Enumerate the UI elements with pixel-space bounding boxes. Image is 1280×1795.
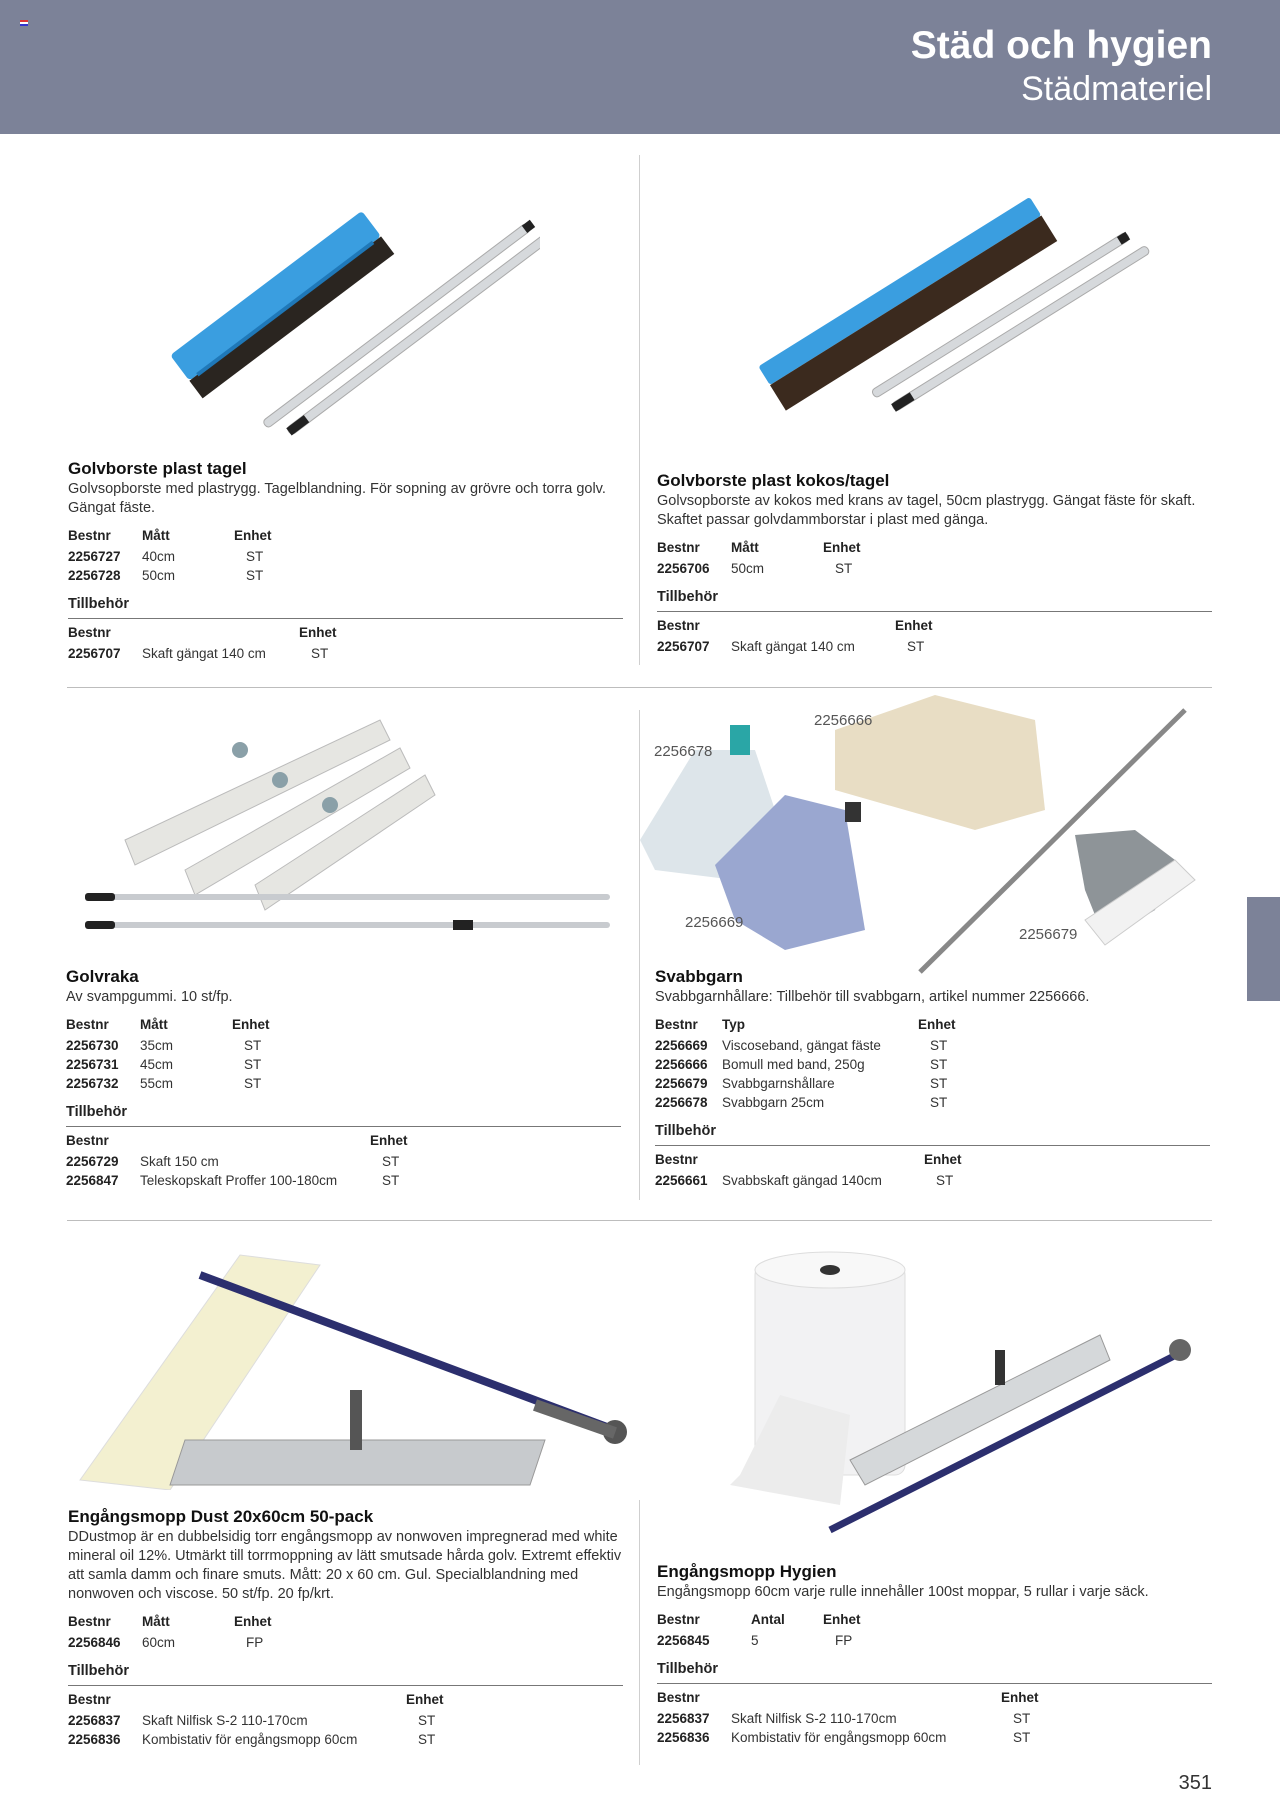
table-row: 2256730 35cm ST [66, 1037, 262, 1053]
table-row: 2256836 Kombistativ för engångsmopp 60cm ST [657, 1729, 1031, 1745]
page-header [0, 0, 1280, 134]
product-engangsmopp-hygien [657, 1562, 1212, 1748]
col-header: Mått [142, 528, 170, 543]
table-row: 2256669 Viscoseband, gängat fäste ST [655, 1037, 948, 1053]
squeegee-image [80, 700, 620, 940]
accessories-table [66, 1133, 408, 1191]
column-divider [639, 1500, 640, 1765]
table-row: 2256837 Skaft Nilfisk S-2 110-170cm ST [657, 1710, 1031, 1726]
product-title: Golvborste plast tagel [68, 459, 247, 478]
side-tab [1247, 897, 1280, 1001]
col-header: Bestnr [655, 1017, 698, 1032]
col-header: Bestnr [66, 1017, 109, 1032]
table-row: 2256661 Svabbskaft gängad 140cm ST [655, 1172, 954, 1188]
table-row: 2256707 Skaft gängat 140 cm ST [657, 638, 925, 654]
col-header: Bestnr [68, 528, 111, 543]
spec-table [657, 540, 861, 579]
broom-image [150, 165, 540, 450]
product-title: Golvborste plast kokos/tagel [657, 471, 890, 490]
accessories-title: Tillbehör [657, 1661, 1212, 1684]
product-title: Svabbgarn [655, 967, 743, 986]
dust-mop-image [70, 1245, 630, 1490]
spec-table [655, 1017, 956, 1113]
table-row: 2256678 Svabbgarn 25cm ST [655, 1094, 948, 1110]
table-row: 2256836 Kombistativ för engångsmopp 60cm ST [68, 1731, 436, 1747]
accessories-title: Tillbehör [655, 1123, 1210, 1146]
col-header: Enhet [299, 625, 337, 640]
product-description: DDustmop är en dubbelsidig torr engångsmopp av nonwoven impregnerad med white mineral oil 12%. Utmärkt till torrmoppning av lätt smutsade hårda golv. Extremt effektiv att samla damm och finare smuts. Mått: 20 x 60 cm. Gul. Specialblandning med nonwoven och viscose. 50 st/fp. 20 fp/krt. [68, 1529, 622, 1602]
mop-image [635, 690, 1215, 975]
col-header: Antal [751, 1612, 785, 1627]
product-description: Golvsopborste av kokos med krans av tagel, 50cm plastrygg. Gängat fäste för skaft. Skaftet passar golvdammborstar i plast med gänga. [657, 493, 1196, 528]
spec-table [68, 528, 272, 586]
table-row: 2256679 Svabbgarnshållare ST [655, 1075, 948, 1091]
table-row: 2256847 Teleskopskaft Proffer 100-180cm ST [66, 1172, 400, 1188]
accessories-table [68, 1692, 444, 1750]
col-header: Enhet [234, 528, 272, 543]
spec-table [68, 1614, 272, 1653]
flag-icon [20, 20, 28, 26]
column-divider [639, 155, 640, 665]
row-divider [67, 687, 1212, 688]
table-row: 2256729 Skaft 150 cm ST [66, 1153, 400, 1169]
col-header: Enhet [918, 1017, 956, 1032]
table-row: 2256731 45cm ST [66, 1056, 262, 1072]
image-label: 2256678 [654, 743, 713, 760]
product-golvborste-kokos [657, 471, 1212, 657]
accessories-table [655, 1152, 962, 1191]
mop-roll-image [700, 1245, 1210, 1545]
accessories-title: Tillbehör [68, 596, 623, 619]
table-row: 2256707 Skaft gängat 140 cm ST [68, 645, 329, 661]
product-title: Golvraka [66, 967, 139, 986]
table-row: 2256728 50cm ST [68, 567, 264, 583]
col-header: Bestnr [657, 1612, 700, 1627]
image-label: 2256669 [685, 914, 744, 931]
col-header: Bestnr [657, 540, 700, 555]
col-header: Enhet [370, 1133, 408, 1148]
col-header: Bestnr [66, 1133, 109, 1148]
spec-table [66, 1017, 270, 1094]
broom-image [735, 165, 1155, 450]
table-row: 2256732 55cm ST [66, 1075, 262, 1091]
col-header: Mått [142, 1614, 170, 1629]
accessories-table [68, 625, 337, 664]
accessories-title: Tillbehör [68, 1663, 623, 1686]
spec-table [657, 1612, 861, 1651]
table-row: 2256846 60cm FP [68, 1634, 264, 1650]
row-divider [67, 1220, 1212, 1221]
product-title: Engångsmopp Hygien [657, 1562, 837, 1581]
table-row: 2256845 5 FP [657, 1632, 853, 1648]
col-header: Bestnr [655, 1152, 698, 1167]
col-header: Enhet [823, 1612, 861, 1627]
col-header: Enhet [234, 1614, 272, 1629]
table-row: 2256706 50cm ST [657, 560, 853, 576]
accessories-title: Tillbehör [66, 1104, 621, 1127]
product-golvborste-tagel [68, 459, 623, 664]
col-header: Bestnr [657, 618, 700, 633]
image-label: 2256666 [814, 712, 873, 729]
col-header: Enhet [1001, 1690, 1039, 1705]
table-row: 2256727 40cm ST [68, 548, 264, 564]
col-header: Enhet [895, 618, 933, 633]
page-title: Städ och hygien [910, 24, 1212, 67]
accessories-table [657, 1690, 1039, 1748]
table-row: 2256837 Skaft Nilfisk S-2 110-170cm ST [68, 1712, 436, 1728]
col-header: Bestnr [68, 625, 111, 640]
col-header: Enhet [232, 1017, 270, 1032]
accessories-table [657, 618, 933, 657]
product-svabbgarn [655, 967, 1210, 1191]
product-description: Av svampgummi. 10 st/fp. [66, 989, 233, 1005]
page-number: 351 [1178, 1772, 1212, 1794]
product-title: Engångsmopp Dust 20x60cm 50-pack [68, 1507, 374, 1526]
col-header: Enhet [823, 540, 861, 555]
col-header: Bestnr [68, 1614, 111, 1629]
product-description: Engångsmopp 60cm varje rulle innehåller 100st moppar, 5 rullar i varje säck. [657, 1584, 1149, 1600]
col-header: Enhet [406, 1692, 444, 1707]
col-header: Enhet [924, 1152, 962, 1167]
col-header: Typ [722, 1017, 745, 1032]
table-row: 2256666 Bomull med band, 250g ST [655, 1056, 948, 1072]
product-description: Svabbgarnhållare: Tillbehör till svabbgarn, artikel nummer 2256666. [655, 989, 1090, 1005]
image-label: 2256679 [1019, 926, 1078, 943]
page-subtitle: Städmateriel [1021, 70, 1212, 108]
col-header: Bestnr [657, 1690, 700, 1705]
product-engangsmopp-dust [68, 1507, 623, 1750]
col-header: Bestnr [68, 1692, 111, 1707]
accessories-title: Tillbehör [657, 589, 1212, 612]
product-golvraka [66, 967, 621, 1191]
col-header: Mått [140, 1017, 168, 1032]
col-header: Mått [731, 540, 759, 555]
product-description: Golvsopborste med plastrygg. Tagelblandning. För sopning av grövre och torra golv. Gängat fäste. [68, 481, 606, 516]
